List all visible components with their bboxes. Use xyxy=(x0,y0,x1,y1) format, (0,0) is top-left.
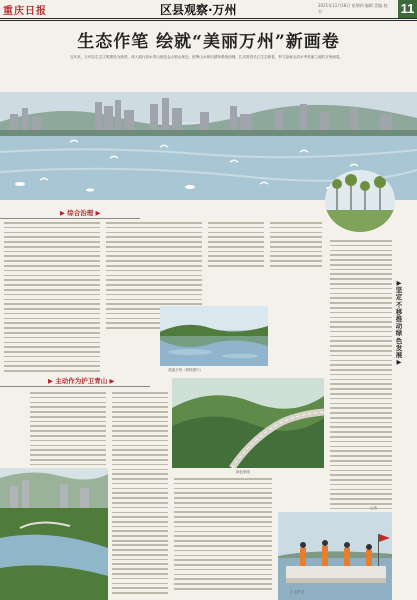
subhead-rule-1 xyxy=(0,218,140,219)
column-bottom-road-text xyxy=(174,478,272,593)
column-3-text xyxy=(208,222,264,270)
trees-illustration xyxy=(325,170,395,232)
header-rule xyxy=(0,20,417,21)
lead-paragraph: 近年来，万州以生态文明建设为统领，深入践行绿水青山就是金山银山理念，统筹山水林田湖草系统治理，扎实推进长江生态修复，努力绘就山清水秀美丽之地的万州画卷。 xyxy=(70,55,344,59)
issue-meta: 2021年11月18日 星期四 编辑 美编 校对 xyxy=(318,3,388,14)
section-title: 区县观察·万州 xyxy=(160,3,237,17)
road-caption: 绿色家园 xyxy=(236,470,250,474)
patrol-caption: 江上护卫 xyxy=(290,590,304,594)
subhead-guard-green: ▶ 主动作为护卫青山 ▶ xyxy=(48,377,115,385)
lake-reflection-photo xyxy=(160,306,268,366)
page-number: 11 xyxy=(398,0,417,18)
column-5-text xyxy=(330,240,392,546)
column-4-text xyxy=(270,222,322,270)
road-illustration xyxy=(172,378,324,468)
wetland-trees-photo xyxy=(325,170,395,232)
mountain-road-photo xyxy=(172,378,324,468)
subhead-comprehensive: ▶ 综合治理 ▶ xyxy=(60,209,101,217)
river-city-photo xyxy=(0,468,108,600)
lake-illustration xyxy=(160,306,268,366)
patrol-illustration xyxy=(278,512,392,600)
byline: 记者 xyxy=(370,506,377,510)
river-city-illustration xyxy=(0,468,108,600)
side-vertical-subhead: ▶ 坚定不移推动绿色发展 ▶ xyxy=(395,279,403,367)
column-lower-left-text xyxy=(30,392,106,469)
river-patrol-photo xyxy=(278,512,392,600)
subhead-rule-2 xyxy=(0,386,150,387)
newspaper-brand: 重庆日报 xyxy=(3,6,47,17)
column-1-text xyxy=(4,222,100,375)
column-lower-mid-text xyxy=(112,392,168,545)
lake-caption: 美丽万州（资料图片） xyxy=(168,368,203,372)
page-headline: 生态作笔 绘就“美丽万州”新画卷 xyxy=(77,32,340,52)
column-bottom-mid-text xyxy=(112,530,168,597)
